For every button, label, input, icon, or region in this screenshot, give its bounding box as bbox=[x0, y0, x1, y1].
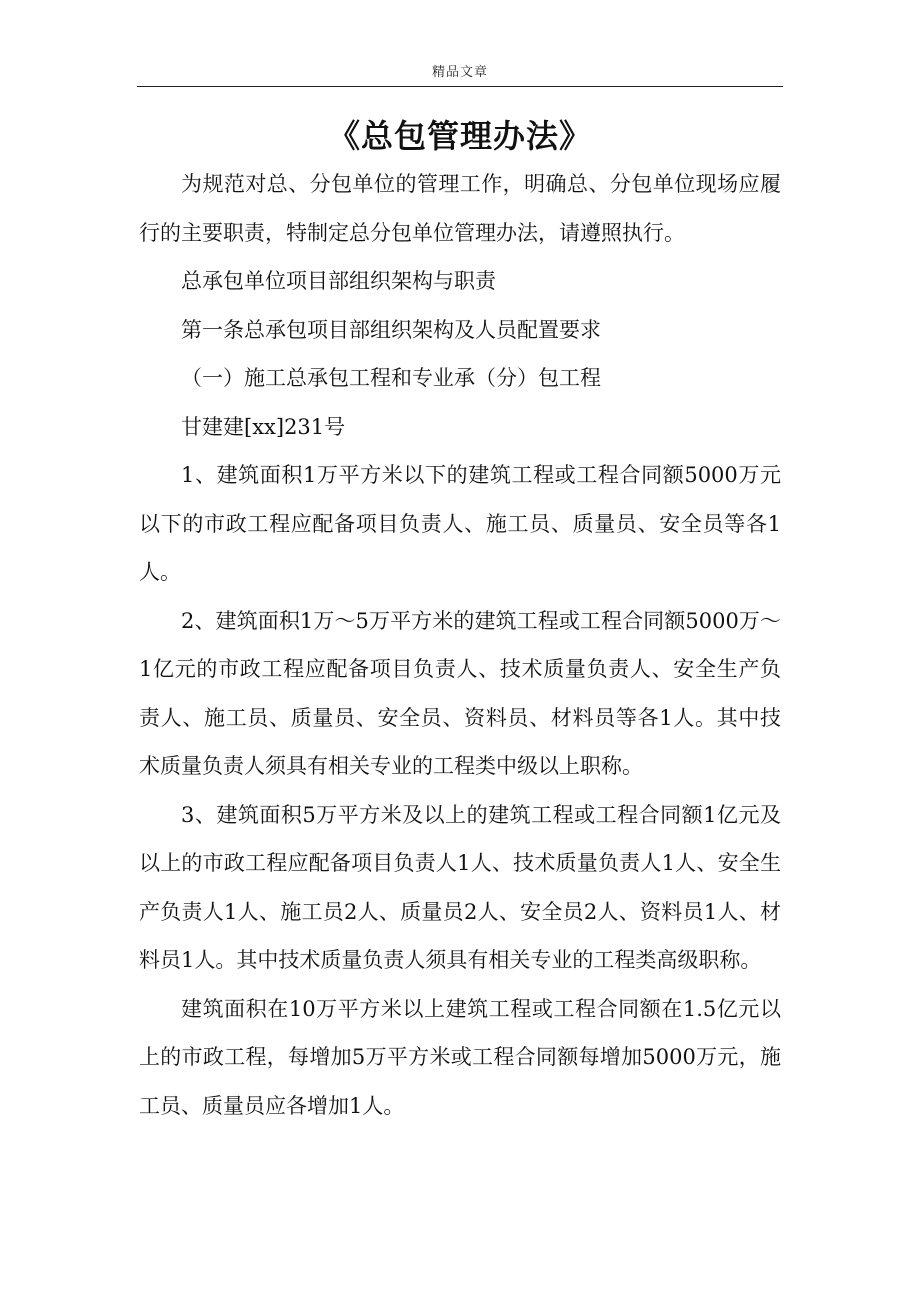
paragraph-intro: 为规范对总、分包单位的管理工作，明确总、分包单位现场应履行的主要职责，特制定总分包单位管理办法，请遵照执行。 bbox=[139, 172, 781, 245]
paragraph-document-number: 甘建建[xx]231号 bbox=[181, 414, 346, 439]
paragraph-item-3: 3、建筑面积5万平方米及以上的建筑工程或工程合同额1亿元及以上的市政工程应配备项目负责人1人、技术质量负责人1人、安全生产负责人1人、施工员2人、质量员2人、安全员2人、资料员1人、材料员1人。其中技术质量负责人须具有相关专业的工程类高级职称。 bbox=[139, 802, 781, 972]
paragraph-additional-staffing: 建筑面积在10万平方米以上建筑工程或工程合同额在1.5亿元以上的市政工程，每增加5万平方米或工程合同额每增加5000万元，施工员、质量员应各增加1人。 bbox=[139, 996, 781, 1118]
paragraph-item-2: 2、建筑面积1万～5万平方米的建筑工程或工程合同额5000万～1亿元的市政工程应配备项目负责人、技术质量负责人、安全生产负责人、施工员、质量员、安全员、资料员、材料员等各1人。其中技术质量负责人须具有相关专业的工程类中级以上职称。 bbox=[139, 608, 781, 778]
paragraph-subsection-one: （一）施工总承包工程和专业承（分）包工程 bbox=[181, 366, 601, 390]
document-body bbox=[139, 160, 781, 1130]
paragraph-item-1: 1、建筑面积1万平方米以下的建筑工程或工程合同额5000万元以下的市政工程应配备项目负责人、施工员、质量员、安全员等各1人。 bbox=[139, 463, 781, 584]
document-title: 《总包管理办法》 bbox=[327, 117, 592, 155]
paragraph-section-heading: 总承包单位项目部组织架构与职责 bbox=[181, 269, 496, 293]
header-label: 精品文章 bbox=[431, 65, 488, 80]
page-header bbox=[137, 60, 783, 87]
paragraph-article-one: 第一条总承包项目部组织架构及人员配置要求 bbox=[181, 317, 601, 342]
